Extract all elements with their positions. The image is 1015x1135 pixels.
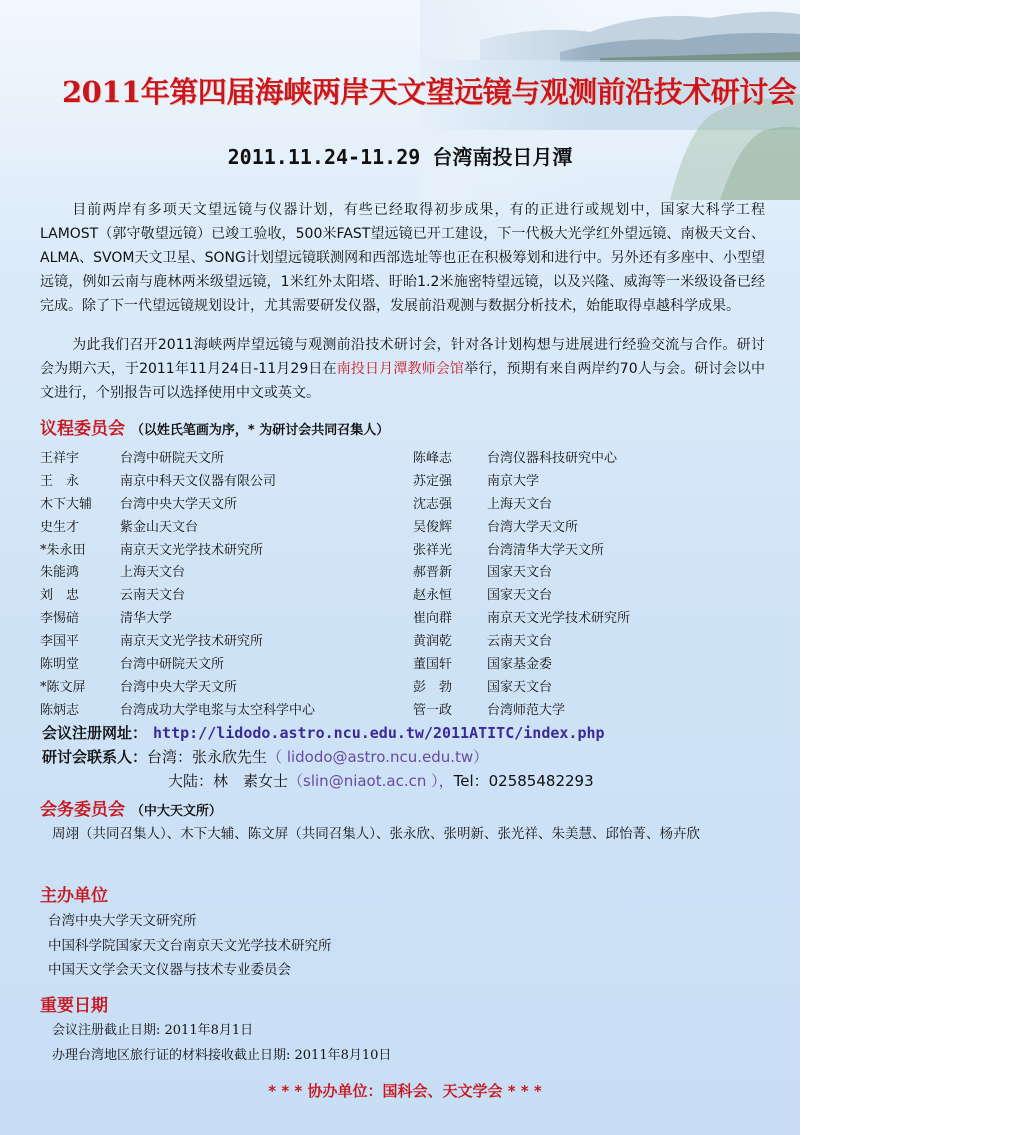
committee-member-affiliation: 云南天文台 — [487, 634, 553, 650]
committee-member-affiliation: 台湾中研院天文所 — [120, 657, 225, 673]
committee-member-name: 李国平 — [40, 634, 80, 650]
important-dates-heading: 重要日期 — [40, 996, 108, 1016]
list-item: 会议注册截止日期: 2011年8月1日 — [52, 1023, 254, 1038]
committee-member-name: 苏定强 — [413, 473, 453, 489]
committee-member-affiliation: 南京天文光学技术研究所 — [487, 611, 631, 627]
committee-member-affiliation: 台湾中央大学天文所 — [120, 496, 238, 512]
committee-row — [40, 471, 760, 494]
page-title: 2011年第四届海峡两岸天文望远镜与观测前沿技术研讨会 — [62, 75, 797, 109]
contact-region: 大陆： — [168, 772, 214, 790]
committee-member-name: 管一政 — [413, 702, 453, 718]
committee-member-affiliation: 台湾中央大学天文所 — [120, 679, 238, 695]
committee-member-name: 李惕碚 — [40, 611, 80, 627]
committee-row — [40, 585, 760, 608]
committee-member-name: *朱永田 — [40, 542, 86, 558]
co-organizers: * * * 协办单位：国科会、天文学会 * * * — [268, 1082, 542, 1100]
committee-member-affiliation: 台湾大学天文所 — [487, 519, 579, 535]
committee-member-name: 黄润乾 — [413, 634, 453, 650]
contact-name: 张永欣先生 — [192, 748, 268, 766]
committee-member-affiliation: 国家天文台 — [487, 679, 553, 695]
registration-link[interactable]: http://lidodo.astro.ncu.edu.tw/2011ATITC/index.php — [153, 724, 605, 742]
committee-member-name: 彭 勃 — [413, 679, 453, 695]
affairs-heading — [40, 795, 222, 820]
committee-member-affiliation: 台湾中研院天文所 — [120, 451, 225, 466]
committee-member-affiliation: 上海天文台 — [487, 496, 553, 512]
intro-paragraph-1: 目前两岸有多项天文望远镜与仪器计划，有些已经取得初步成果，有的正进行或规划中，国家大科学工程LAMOST（郭守敬望远镜）已竣工验收，500米FAST望远镜已开工建设，下一代极大光学红外望远镜、南极天文台、ALMA、SVOM天文卫星、SONG计划望远镜联测网和西部选址等也正在积极筹划和进行中。另外还有多座中、小型望远镜，例如云南与鹿林两米级望远镜，1米红外太阳塔、盱眙1.2米施密特望远镜，以及兴隆、威海等一米级设备已经完成。除了下一代望远镜规划设计，尤其需要研发仪器，发展前沿观测与数据分析技术，始能取得卓越科学成果。 — [40, 202, 765, 314]
contact-email-link[interactable]: （slin@niaot.ac.cn ）， — [288, 772, 454, 790]
committee-member-name: 史生才 — [40, 519, 80, 535]
contact-region: 台湾： — [147, 748, 193, 766]
hosts-heading: 主办单位 — [40, 886, 108, 906]
committee-row — [40, 608, 760, 631]
committee-member-affiliation: 紫金山天文台 — [120, 519, 199, 535]
list-item: 中国天文学会天文仪器与技术专业委员会 — [48, 962, 291, 978]
committee-row — [40, 517, 760, 540]
committee-member-affiliation: 云南天文台 — [120, 588, 186, 604]
contact-label: 研讨会联系人： — [42, 748, 148, 766]
committee-member-affiliation: 南京大学 — [487, 473, 540, 489]
committee-member-affiliation: 南京天文光学技术研究所 — [120, 634, 264, 650]
committee-member-name: 陈峰志 — [413, 451, 453, 466]
list-item: 中国科学院国家天文台南京天文光学技术研究所 — [48, 937, 332, 954]
affairs-note: （中大天文所） — [130, 804, 222, 819]
committee-member-affiliation: 国家天文台 — [487, 588, 553, 604]
committee-member-affiliation: 上海天文台 — [120, 565, 186, 581]
committee-member-name: 陈炳志 — [40, 702, 80, 718]
committee-member-name: 赵永恒 — [413, 588, 453, 604]
registration-label: 会议注册网址： — [42, 724, 148, 742]
contact-line-mainland — [168, 770, 594, 791]
committee-member-name: *陈文屏 — [40, 679, 86, 695]
committee-member-name: 木下大辅 — [40, 496, 93, 512]
committee-member-affiliation: 国家天文台 — [487, 565, 553, 581]
intro-text: 为此我们召开2011海峡两岸望远镜与观测前沿技术研讨会，针对各计划构想与进展进行经验交流与合作。研讨会为期六天，于2011年11月24日-11月29日在 — [40, 337, 765, 377]
affairs-title: 会务委员会 — [40, 800, 125, 820]
committee-member-name: 吴俊辉 — [413, 519, 453, 535]
list-item: 台湾中央大学天文研究所 — [48, 913, 197, 929]
committee-member-name: 陈明堂 — [40, 657, 80, 673]
committee-title: 议程委员会 — [40, 419, 125, 439]
committee-member-affiliation: 台湾成功大学电浆与太空科学中心 — [120, 702, 316, 718]
committee-member-name: 张祥光 — [413, 542, 453, 558]
contact-email-link[interactable]: （ lidodo@astro.ncu.edu.tw） — [267, 748, 489, 766]
venue-name: 南投日月潭教师会馆 — [336, 361, 465, 377]
contact-name: 林 素女士 — [213, 772, 289, 790]
intro-text: 举行，预期有来自两岸约70人与会。研讨会以中文进行，个别报告可以选择使用中文或英文。 — [40, 361, 765, 401]
committee-row — [40, 700, 760, 723]
committee-row — [40, 677, 760, 700]
committee-member-affiliation: 台湾师范大学 — [487, 702, 566, 718]
committee-row — [40, 631, 760, 654]
committee-member-affiliation: 清华大学 — [120, 611, 173, 627]
contact-phone: Tel：02585482293 — [453, 772, 594, 790]
committee-list — [40, 448, 760, 723]
hosts-list — [48, 909, 332, 983]
list-item: 办理台湾地区旅行证的材料接收截止日期: 2011年8月10日 — [52, 1048, 392, 1063]
committee-member-affiliation: 南京天文光学技术研究所 — [120, 542, 264, 558]
committee-member-affiliation: 台湾清华大学天文所 — [487, 542, 605, 558]
committee-member-name: 沈志强 — [413, 496, 453, 512]
contact-line-taiwan — [42, 746, 488, 767]
affairs-members: 周翊（共同召集人）、木下大辅、陈文屏（共同召集人）、张永欣、张明新、张光祥、朱美慧、邱怡菁、杨卉欣 — [52, 826, 700, 842]
committee-member-name: 崔向群 — [413, 611, 453, 627]
committee-member-name: 郝晋新 — [413, 565, 453, 581]
committee-member-affiliation: 台湾仪器科技研究中心 — [487, 451, 618, 466]
committee-note: （以姓氏笔画为序，* 为研讨会共同召集人） — [130, 423, 390, 438]
committee-member-affiliation: 南京中科天文仪器有限公司 — [120, 473, 277, 489]
committee-member-name: 王 永 — [40, 473, 80, 489]
intro-paragraph-2 — [40, 333, 765, 405]
registration-line — [42, 722, 605, 743]
committee-member-affiliation: 国家基金委 — [487, 657, 553, 673]
committee-row — [40, 654, 760, 677]
committee-heading — [40, 414, 389, 439]
committee-row — [40, 448, 760, 471]
committee-row — [40, 494, 760, 517]
committee-member-name: 王祥宇 — [40, 451, 80, 466]
committee-member-name: 刘 忠 — [40, 588, 80, 604]
committee-row — [40, 562, 760, 585]
important-dates-list — [52, 1018, 391, 1068]
committee-row — [40, 540, 760, 563]
committee-member-name: 董国轩 — [413, 657, 453, 673]
date-and-location: 2011.11.24-11.29 台湾南投日月潭 — [227, 145, 573, 169]
committee-member-name: 朱能鸿 — [40, 565, 80, 581]
